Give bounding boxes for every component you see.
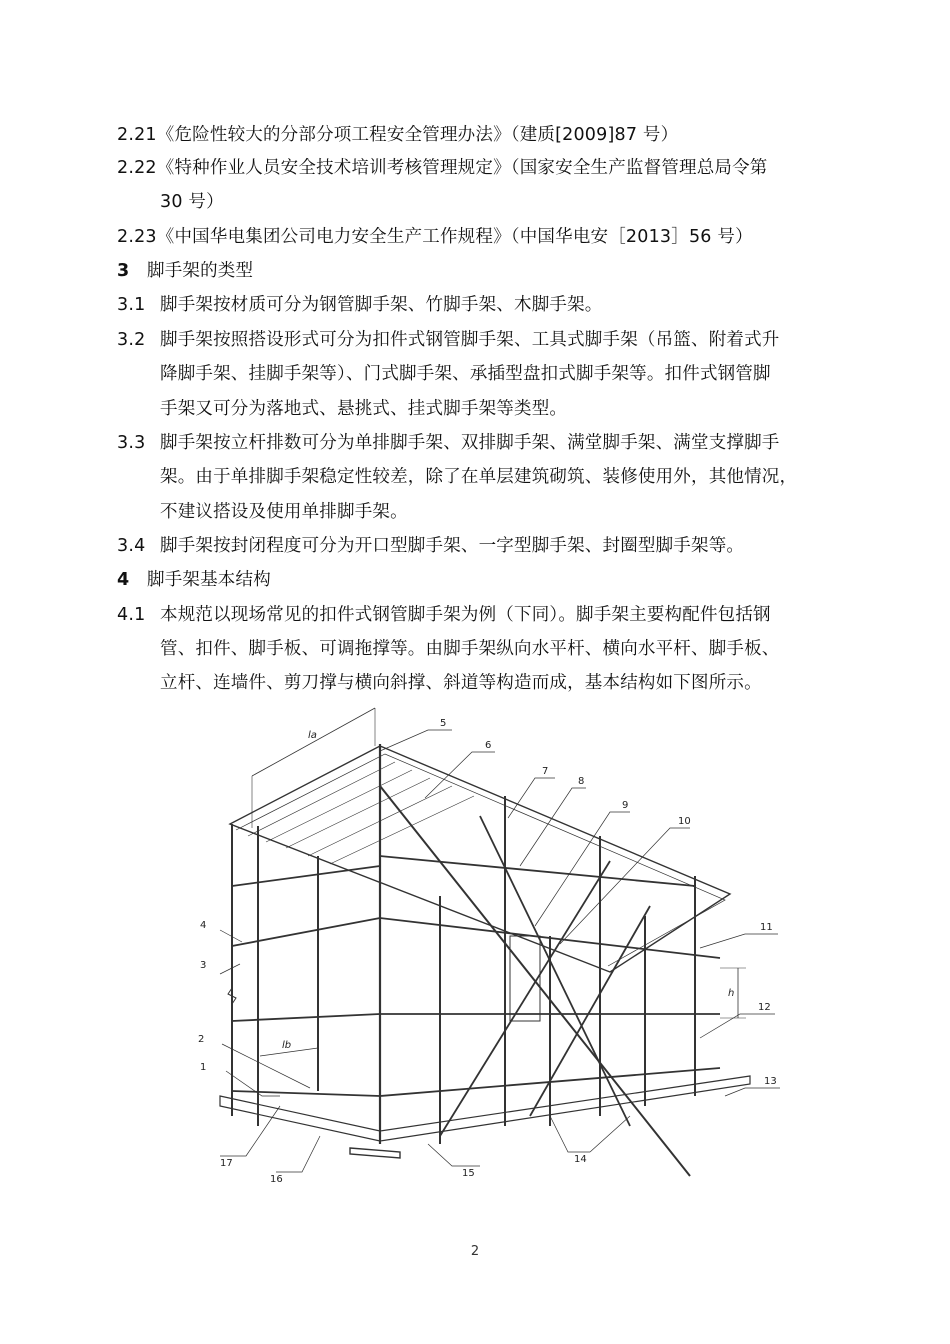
- ref-2-21: [117, 122, 678, 148]
- leader-3: [220, 964, 240, 974]
- ref-2-23-text: 2.23《中国华电集团公司电力安全生产工作规程》（中国华电安［2013］56 号）: [117, 227, 753, 247]
- cross-brace: [440, 861, 610, 1136]
- label-9: 9: [622, 800, 629, 811]
- ledger: [232, 866, 380, 886]
- ref-2-23: [117, 224, 753, 250]
- dim-label-lb: lb: [282, 1040, 292, 1051]
- clause-number: 3.3: [117, 433, 146, 453]
- leader-8: [520, 788, 586, 866]
- clause-text: 不建议搭设及使用单排脚手架。: [160, 502, 408, 522]
- clause-text: 脚手架按封闭程度可分为开口型脚手架、一字型脚手架、封圈型脚手架等。: [160, 536, 745, 556]
- base-plate: [350, 1148, 400, 1158]
- clause-4-1: [117, 602, 771, 628]
- clause-text: 架。由于单排脚手架稳定性较差，除了在单层建筑砌筑、装修使用外，其他情况，: [160, 467, 798, 487]
- section-3-heading: [117, 258, 253, 284]
- label-16: 16: [270, 1174, 283, 1185]
- clause-number: 3.4: [117, 536, 146, 556]
- clause-text: 管、扣件、脚手板、可调拖撑等。由脚手架纵向水平杆、横向水平杆、脚手板、: [160, 639, 780, 659]
- ref-2-22-text: 2.22《特种作业人员安全技术培训考核管理规定》（国家安全生产监督管理总局令第: [117, 158, 768, 178]
- leader-14: [550, 1116, 630, 1152]
- label-10: 10: [678, 816, 691, 827]
- leader-5: [380, 730, 452, 751]
- clause-3-1: [117, 292, 603, 318]
- clause-3-2-cont-1: [160, 361, 771, 387]
- dimension-line: [252, 708, 375, 776]
- leader-13: [725, 1088, 780, 1096]
- section-number: 3: [117, 261, 130, 281]
- page-number: 2: [470, 1244, 480, 1259]
- label-4: 4: [200, 920, 207, 931]
- leader-6: [425, 752, 495, 798]
- clause-4-1-cont-2: [160, 670, 762, 696]
- section-title: 脚手架的类型: [147, 261, 254, 281]
- section-number: 4: [117, 570, 130, 590]
- clause-4-1-cont-1: [160, 636, 780, 662]
- top-deck-board: [236, 754, 725, 966]
- clause-number: 3.1: [117, 295, 146, 315]
- ledger: [232, 1091, 380, 1096]
- ledger: [232, 1014, 380, 1021]
- scaffold-lines: [220, 708, 780, 1176]
- label-5: 5: [440, 718, 447, 729]
- clause-text: 脚手架按材质可分为钢管脚手架、竹脚手架、木脚手架。: [160, 295, 603, 315]
- leader-7: [508, 778, 555, 818]
- leader-17: [220, 1106, 280, 1156]
- label-13: 13: [764, 1076, 777, 1087]
- clause-number: 3.2: [117, 330, 146, 350]
- leader-11: [700, 934, 778, 948]
- scaffold-structure-figure: [190, 696, 790, 1196]
- section-title: 脚手架基本结构: [147, 570, 271, 590]
- ledger: [232, 918, 380, 946]
- label-7: 7: [542, 766, 549, 777]
- ref-2-21-text: 2.21《危险性较大的分部分项工程安全管理办法》（建质[2009]87 号）: [117, 125, 679, 145]
- ref-2-22-cont-text: 30 号）: [160, 192, 224, 212]
- scaffold-drawing: [190, 696, 790, 1196]
- clause-3-2-cont-2: [160, 396, 567, 422]
- clause-3-4: [117, 533, 744, 559]
- clause-3-2: [117, 327, 780, 353]
- label-8: 8: [578, 776, 585, 787]
- label-6: 6: [485, 740, 492, 751]
- clause-3-3-cont-2: [160, 499, 408, 525]
- label-15: 15: [462, 1168, 475, 1179]
- label-14: 14: [574, 1154, 587, 1165]
- ground-plank: [220, 1076, 750, 1141]
- clause-text: 本规范以现场常见的扣件式钢管脚手架为例（下同）。脚手架主要构配件包括钢: [160, 605, 771, 625]
- label-3: 3: [200, 960, 207, 971]
- clause-text: 脚手架按照搭设形式可分为扣件式钢管脚手架、工具式脚手架（吊篮、附着式升: [160, 330, 780, 350]
- clause-text: 立杆、连墙件、剪刀撑与横向斜撑、斜道等构造而成，基本结构如下图所示。: [160, 673, 762, 693]
- label-17: 17: [220, 1158, 233, 1169]
- leader-9: [535, 812, 630, 926]
- leader-12: [700, 1014, 775, 1038]
- label-2: 2: [198, 1034, 205, 1045]
- label-11: 11: [760, 922, 773, 933]
- ref-2-22-cont: [160, 189, 224, 215]
- clause-3-3-cont-1: [160, 464, 797, 490]
- ledger: [380, 856, 695, 886]
- clause-3-3: [117, 430, 780, 456]
- wall-window: [510, 936, 540, 1021]
- section-4-heading: [117, 567, 271, 593]
- clause-text: 降脚手架、挂脚手架等）、门式脚手架、承插型盘扣式脚手架等。扣件式钢管脚: [160, 364, 771, 384]
- clause-number: 4.1: [117, 605, 146, 625]
- clause-text: 脚手架按立杆排数可分为单排脚手架、双排脚手架、满堂脚手架、满堂支撑脚手: [160, 433, 780, 453]
- top-deck-outline: [230, 746, 730, 972]
- dim-label-h: h: [728, 988, 735, 999]
- ref-2-22: [117, 155, 768, 181]
- dim-label-la: la: [308, 730, 317, 741]
- leader-16: [276, 1136, 320, 1172]
- leader-10: [560, 828, 690, 944]
- clause-text: 手架又可分为落地式、悬挑式、挂式脚手架等类型。: [160, 399, 568, 419]
- label-12: 12: [758, 1002, 771, 1013]
- leader-15: [428, 1144, 480, 1166]
- label-1: 1: [200, 1062, 207, 1073]
